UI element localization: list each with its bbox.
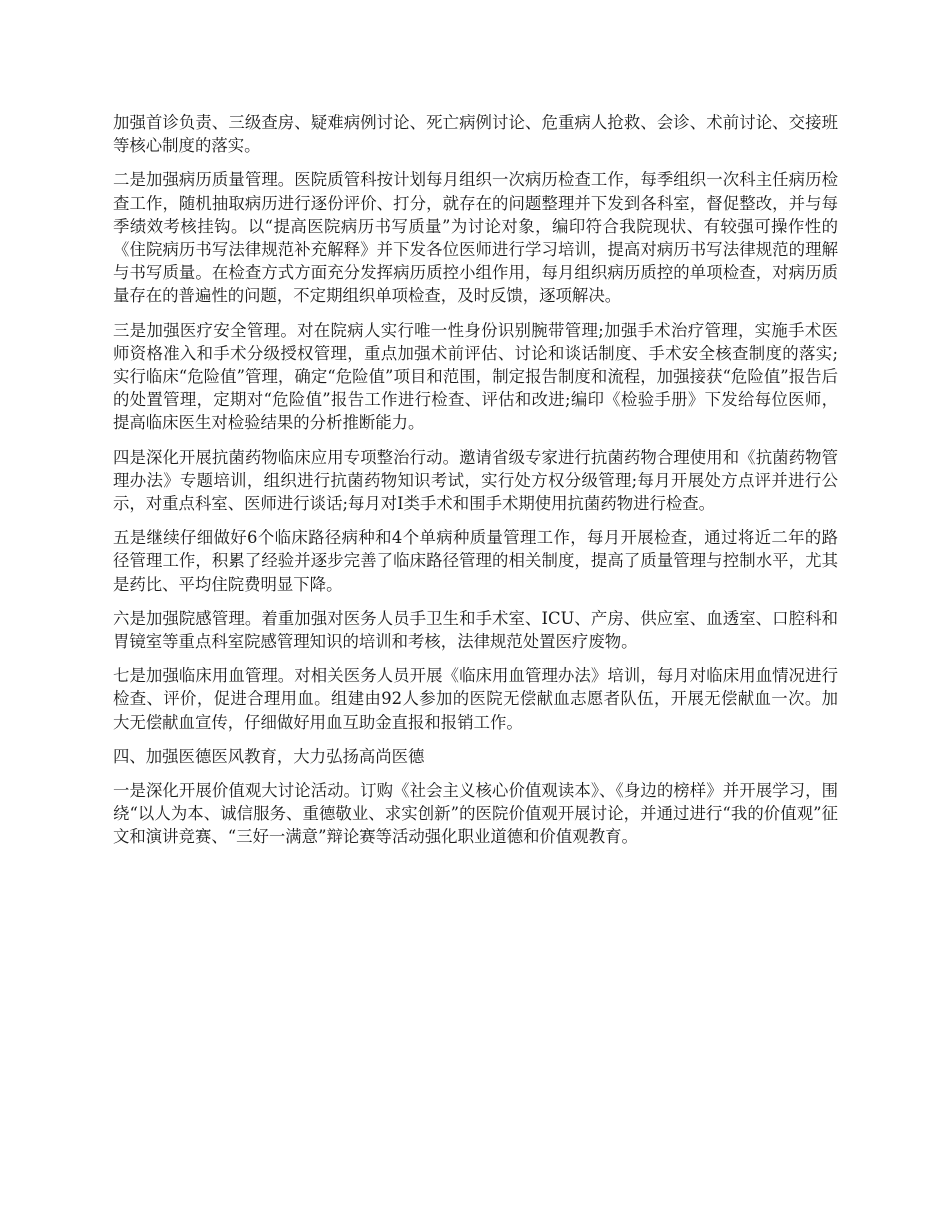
paragraph-medical-safety: 三是加强医疗安全管理。对在院病人实行唯一性身份识别腕带管理;加强手术治疗管理，实施手术医师资格准入和手术分级授权管理，重点加强术前评估、讨论和谈话制度、手术安全核查制度的落实;实行临床“危险值”管理，确定“危险值”项目和范围，制定报告制度和流程，加强接获“危险值”报告后的处置管理，定期对“危险值”报告工作进行检查、评估和改进;编印《检验手册》下发给每位医师，提高临床医生对检验结果的分析推断能力。 (113, 320, 838, 433)
section-heading-ethics: 四、加强医德医风教育，大力弘扬高尚医德 (113, 746, 425, 766)
paragraph-clinical-pathway: 五是继续仔细做好6个临床路径病种和4个单病种质量管理工作，每月开展检查，通过将近二年的路径管理工作，积累了经验并逐步完善了临床路径管理的相关制度，提高了质量管理与控制水平，尤其是药比、平均住院费明显下降。 (113, 528, 838, 594)
paragraph-antibiotics: 四是深化开展抗菌药物临床应用专项整治行动。邀请省级专家进行抗菌药物合理使用和《抗菌药物管理办法》专题培训，组织进行抗菌药物知识考试，实行处方权分级管理;每月开展处方点评并进行公示，对重点科室、医师进行谈话;每月对Ⅰ类手术和围手术期使用抗菌药物进行检查。 (113, 447, 838, 514)
paragraph-core-systems: 加强首诊负责、三级查房、疑难病例讨论、死亡病例讨论、危重病人抢救、会诊、术前讨论、交接班等核心制度的落实。 (113, 113, 838, 156)
paragraph-blood-management: 七是加强临床用血管理。对相关医务人员开展《临床用血管理办法》培训，每月对临床用血情况进行检查、评价，促进合理用血。组建由92人参加的医院无偿献血志愿者队伍，开展无偿献血一次。加大无偿献血宣传，仔细做好用血互助金直报和报销工作。 (113, 666, 838, 732)
paragraph-values-discussion: 一是深化开展价值观大讨论活动。订购《社会主义核心价值观读本》、《身边的榜样》并开展学习，围绕“以人为本、诚信服务、重德敬业、求实创新”的医院价值观开展讨论，并通过进行“我的价值观”征文和演讲竞赛、“三好一满意”辩论赛等活动强化职业道德和价值观教育。 (113, 781, 838, 847)
paragraph-medical-records: 二是加强病历质量管理。医院质管科按计划每月组织一次病历检查工作，每季组织一次科主任病历检查工作，随机抽取病历进行逐份评价、打分，就存在的问题整理并下发到各科室，督促整改，并与每季绩效考核挂钩。以“提高医院病历书写质量”为讨论对象，编印符合我院现状、有较强可操作性的《住院病历书写法律规范补充解释》并下发各位医师进行学习培训，提高对病历书写法律规范的理解与书写质量。在检查方式方面充分发挥病历质控小组作用，每月组织病历质控的单项检查，对病历质量存在的普遍性的问题，不定期组织单项检查，及时反馈，逐项解决。 (113, 170, 838, 306)
paragraph-infection-control: 六是加强院感管理。着重加强对医务人员手卫生和手术室、ICU、产房、供应室、血透室、口腔科和胃镜室等重点科室院感管理知识的培训和考核，法律规范处置医疗废物。 (113, 608, 838, 652)
